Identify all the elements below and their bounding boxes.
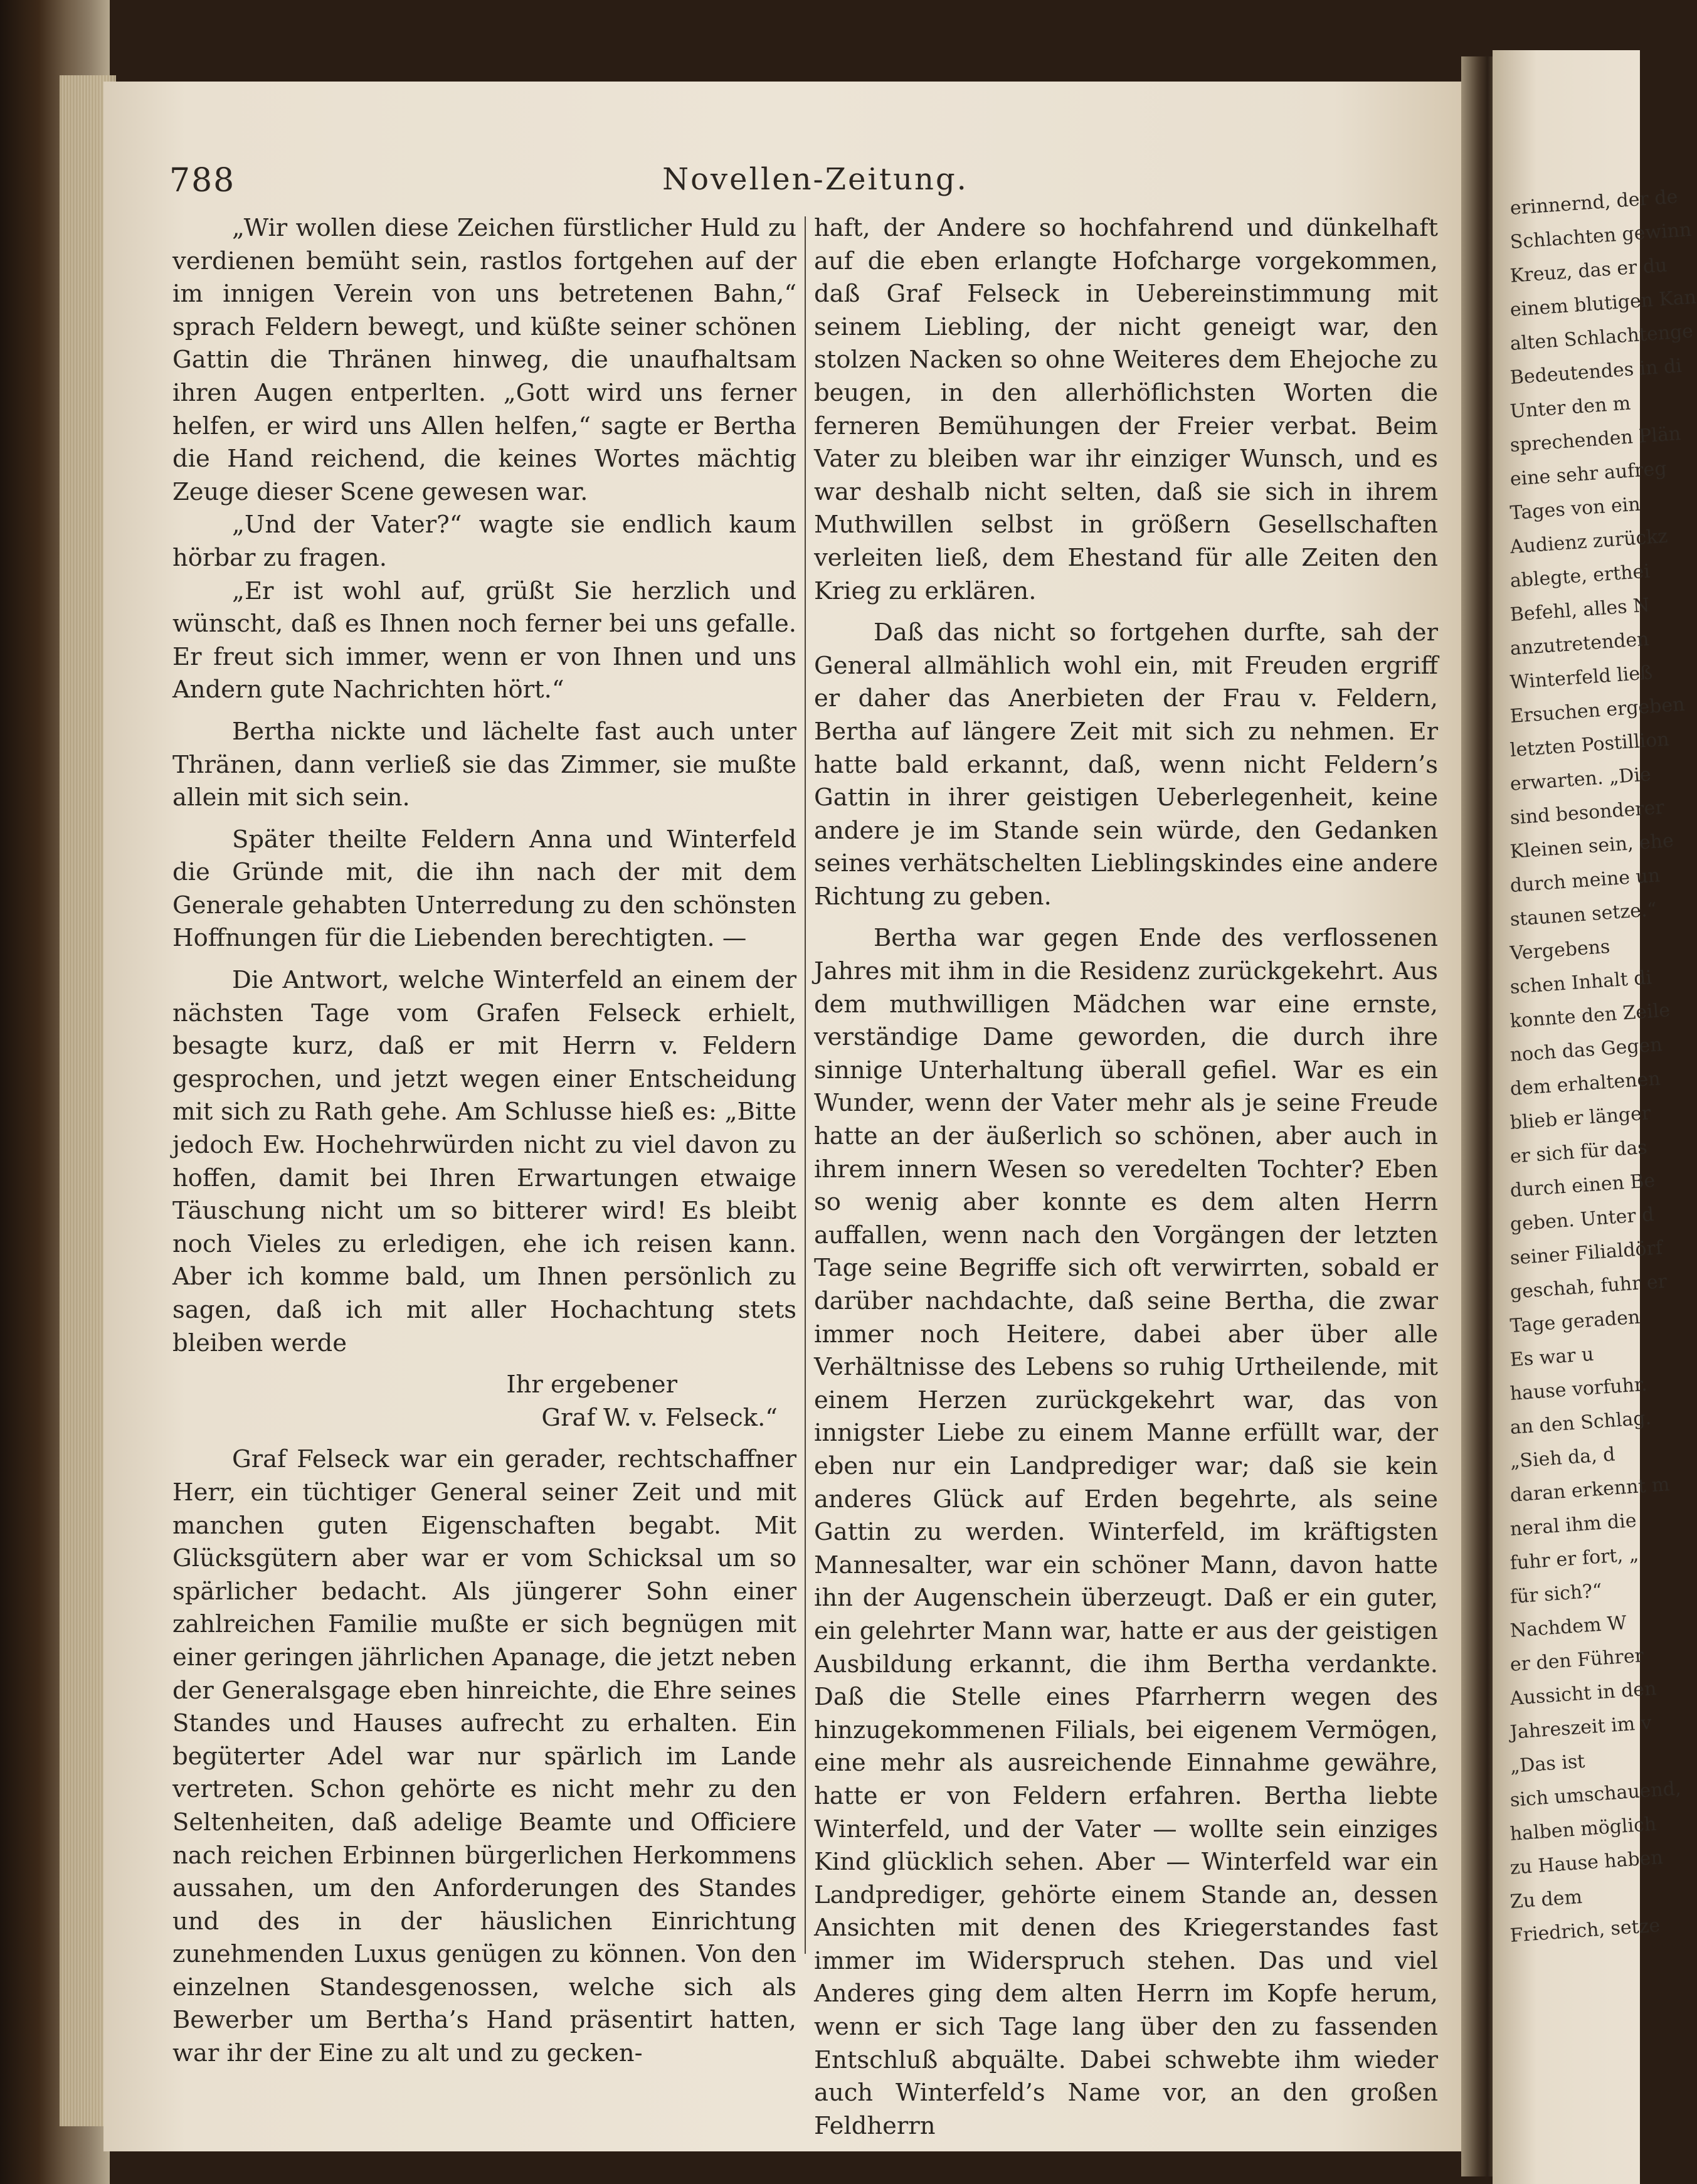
facing-page-line: daran erkennt m: [1509, 1473, 1671, 1507]
paragraph: Die Antwort, welche Winterfeld an einem der nächsten Tage vom Grafen Felseck erhielt, besagte kurz, daß er mit Herrn v. Feldern gesprochen, und jetzt wegen einer Entscheidung mit sich zu Rath gehe. Am Schlusse hieß es: „Bitte jedoch Ew. Hochehrwürden nicht zu viel davon zu hoffen, damit bei Ihren Erwartungen etwaige Täuschung nicht um so bitterer wird! Es bleibt noch Vieles zu erledigen, ehe ich reisen kann. Aber ich komme bald, um Ihnen persönlich zu sagen, daß ich mit aller Hochachtung stets bleiben werde: [172, 966, 796, 1357]
facing-page-line: schen Inhalt di: [1509, 967, 1653, 999]
facing-page-line: Nachdem W: [1509, 1612, 1627, 1642]
paragraph: haft, der Andere so hochfahrend und dünkelhaft auf die eben erlangte Hofcharge vorgekommen, daß Graf Felseck in Uebereinstimmung mit seinem Liebling, der nicht geneigt war, den stolzen Nacken so ohne Weiteres dem Ehejoche zu beugen, in den allerhöflichsten Worten die ferneren Bemühungen der Freier verbat. Beim Vater zu bleiben war ihr einziger Wunsch, und es war deshalb nicht selten, daß sie sich in ihrem Muthwillen selbst in größern Gesellschaften verleiten ließ, dem Ehestand für alle Zeiten den Krieg zu erklären.: [814, 214, 1438, 605]
facing-page-line: seiner Filialdörf: [1509, 1237, 1664, 1270]
facing-page-line: Zu dem: [1509, 1886, 1583, 1913]
paragraph: Später theilte Feldern Anna und Winterfeld die Gründe mit, die ihn nach der mit dem Generale gehabten Unterredung zu den schönsten Hoffnungen für die Liebenden berechtigten. —: [172, 825, 796, 953]
facing-page-line: noch das Gegen: [1509, 1034, 1663, 1066]
paragraph: Graf Felseck war ein gerader, rechtschaffner Herr, ein tüchtiger General seiner Zeit und mit manchen guten Eigenschaften begabt. Mit Glücksgütern aber war er vom Schicksal um so spärlicher bedacht. Als jüngerer Sohn einer zahlreichen Familie mußte er sich begnügen mit einer geringen jährlichen Apanage, die jetzt neben der Generalsgage eben hinreichte, die Ehre seines Standes und Hauses aufrecht zu erhalten. Ein begüterter Adel war nur spärlich im Lande vertreten. Schon gehörte es nicht mehr zu den Seltenheiten, daß adelige Beamte und Officiere nach reichen Erbinnen bürgerlichen Herkommens aussahen, um den Anforderungen des Standes und des in der häuslichen Einrichtung zunehmenden Luxus genügen zu können. Von den einzelnen Standesgenossen, welche sich als Bewerber um Bertha’s Hand präsentirt hatten, war ihr der Eine zu alt und zu gecken-: [172, 1445, 796, 2068]
facing-page-line: geschah, fuhr er: [1509, 1270, 1668, 1303]
page-number: 788: [169, 162, 236, 199]
facing-page-line: zu Hause haben: [1509, 1847, 1664, 1879]
running-head: Novellen-Zeitung.: [662, 162, 968, 197]
paragraph: Daß das nicht so fortgehen durfte, sah der General allmählich wohl ein, mit Freuden ergriff er daher das Anerbieten der Frau v. Feldern, Bertha auf längere Zeit mit sich zu nehmen. Er hatte bald erkannt, daß, wenn nicht Feldern’s Gattin in ihrer geistigen Ueberlegenheit, keine andere je im Stande sein würde, den Gedanken seines verhätschelten Lieblingskindes eine andere Richtung zu geben.: [814, 618, 1438, 911]
column-divider: [805, 216, 806, 1954]
facing-page-line: Bedeutendes in di: [1509, 354, 1683, 389]
facing-page-line: einem blutigen Kan: [1509, 286, 1697, 321]
facing-page-line: blieb er länger: [1509, 1102, 1652, 1134]
paragraph: „Wir wollen diese Zeichen fürstlicher Huld zu verdienen bemüht sein, rastlos fortgehen auf der im innigen Verein von uns betretenen Bahn,“ sprach Feldern bewegt, und küßte seiner schönen Gattin die Thränen hinweg, die unaufhaltsam ihren Augen entperlten. „Gott wird uns ferner helfen, er wird uns Allen helfen,“ sagte er Bertha die Hand reichend, die keines Wortes mächtig Zeuge dieser Scene gewesen war.: [172, 214, 796, 506]
paragraph: Bertha war gegen Ende des verflossenen Jahres mit ihm in die Residenz zurückgekehrt. Aus dem muthwilligen Mädchen war eine ernste, verständige Dame geworden, die durch ihre sinnige Unterhaltung überall gefiel. War es ein Wunder, wenn der Vater mehr als je seine Freude hatte an der äußerlich so schönen, aber auch in ihrem innern Wesen so veredelten Tochter? Eben so wenig aber konnte es dem alten Herrn auffallen, wenn nach den Vorgängen der letzten Tage seine Begriffe sich oft verwirrten, sobald er darüber nachdachte, daß seine Bertha, die zwar immer noch Heitere, dabei aber über alle Verhältnisse des Lebens so ruhig Urtheilende, mit einem Herzen zurückgekehrt war, das von innigster Liebe zu einem Manne erfüllt war, der eben nur ein Landprediger war; daß sie kein anderes Glück auf Erden begehrte, als seine Gattin zu werden. Winterfeld, im kräftigsten Mannesalter, war ein schöner Mann, davon hatte ihn der Augenschein überzeugt. Daß er ein guter, ein gelehrter Mann war, hatte er aus der geistigen Ausbildung erkannt, die ihm Bertha verdankte. Daß die Stelle eines Pfarrherrn wegen des hinzugekommenen Filials, bei eigenem Vermögen, eine mehr als ausreichende Einnahme gewähre, hatte er von Feldern erfahren. Bertha liebte Winterfeld, und der Vater — wollte sein einziges Kind glücklich sehen. Aber — Winterfeld war ein Landprediger, gehörte einem Stande an, dessen Ansichten mit denen des Kriegerstandes fast immer im Widerspruch stehen. Das und viel Anderes ging dem alten Herrn im Kopfe herum, wenn er sich Tage lang über den zu fassenden Entschluß abquälte. Dabei schwebte ihm wieder auch Winterfeld’s Name vor, an den großen Feldherrn: [814, 924, 1438, 2140]
facing-page-line: er den Führer: [1509, 1645, 1645, 1676]
left-column: [172, 212, 796, 2070]
facing-page-line: Kleinen sein, ehe: [1509, 829, 1674, 863]
paragraph: „Und der Vater?“ wagte sie endlich kaum hörbar zu fragen.: [172, 511, 796, 572]
facing-page-line: letzten Postillion: [1509, 728, 1670, 761]
facing-page-line: neral ihm die: [1509, 1509, 1637, 1540]
facing-page-line: Tage geraden: [1509, 1306, 1641, 1337]
facing-page-line: sich umschauend,: [1509, 1778, 1682, 1811]
facing-page-line: Unter den m: [1509, 392, 1632, 423]
facing-page-line: „Das ist: [1509, 1750, 1586, 1778]
facing-page-line: alten Schlachtenge: [1509, 320, 1694, 355]
facing-page-line: fuhr er fort, „: [1509, 1543, 1640, 1574]
facing-page-line: Ersuchen ergeben: [1509, 693, 1686, 728]
facing-page-line: an den Schlag.: [1509, 1407, 1652, 1439]
facing-page-line: für sich?“: [1509, 1579, 1603, 1608]
facing-page-line: geben. Unter d: [1509, 1204, 1655, 1236]
facing-page-line: Es war u: [1509, 1343, 1595, 1371]
facing-page-line: Befehl, alles N: [1509, 594, 1651, 626]
facing-page-line: erinnernd, der de: [1509, 186, 1679, 220]
facing-page-line: eine sehr aufreg: [1509, 457, 1668, 490]
right-column: [814, 212, 1438, 2143]
facing-page-line: durch meine un: [1509, 864, 1661, 897]
facing-page-line: erwarten. „Die: [1509, 763, 1652, 795]
letter-signature: Graf W. v. Felseck.“: [541, 1403, 778, 1432]
facing-page-line: Vergebens: [1509, 935, 1611, 965]
facing-page-line: Jahreszeit im v: [1509, 1712, 1652, 1744]
letter-closing: Ihr ergebener: [506, 1370, 677, 1399]
facing-page-line: Tages von ein: [1509, 493, 1641, 524]
facing-page-line: Audienz zurückz: [1509, 525, 1669, 558]
facing-page-line: halben möglich: [1509, 1813, 1657, 1845]
facing-page-line: dem erhaltenen: [1509, 1068, 1661, 1100]
facing-page-line: konnte den Zeile: [1509, 999, 1671, 1032]
facing-page-line: er sich für das: [1509, 1136, 1648, 1168]
facing-page-line: Winterfeld ließ: [1509, 662, 1654, 694]
facing-page-line: hause vorfuhr.: [1509, 1373, 1648, 1405]
facing-page-line: „Sieh da, d: [1509, 1443, 1616, 1473]
facing-page-line: Friedrich, setze: [1509, 1914, 1661, 1947]
paragraph: Bertha nickte und lächelte fast auch unter Thränen, dann verließ sie das Zimmer, sie mußte allein mit sich sein.: [172, 717, 796, 812]
facing-page-line: Kreuz, das er du: [1509, 254, 1668, 287]
facing-page-line: Aussicht in den: [1509, 1677, 1657, 1710]
facing-page-line: staunen setze.“: [1509, 898, 1657, 931]
facing-page-line: durch einen Be: [1509, 1169, 1656, 1202]
facing-page-line: sind besonderer: [1509, 796, 1665, 829]
paragraph: „Er ist wohl auf, grüßt Sie herzlich und wünscht, daß es Ihnen noch ferner bei uns gefalle. Er freut sich immer, wenn er von Ihnen und uns Andern gute Nachrichten hört.“: [172, 576, 796, 704]
facing-page-line: sprechenden Plän: [1509, 423, 1682, 457]
facing-page-line: Schlachten gewinn: [1509, 218, 1693, 253]
facing-page-line: anzutretenden: [1509, 628, 1650, 660]
facing-page-line: ablegte, erthei: [1509, 560, 1651, 592]
